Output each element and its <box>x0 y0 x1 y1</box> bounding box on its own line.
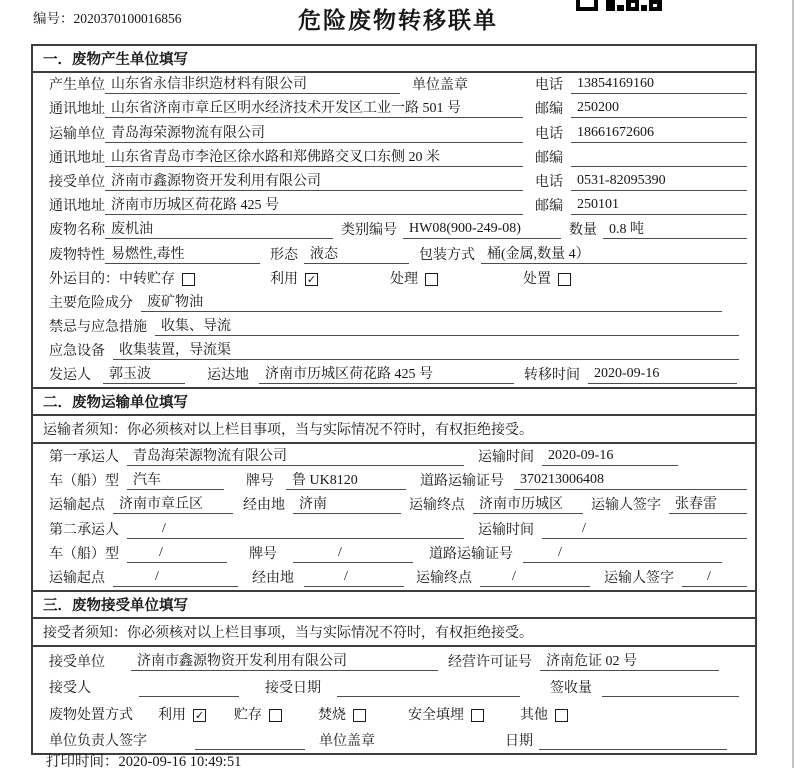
producer-field: 山东省永信非织造材料有限公司 <box>105 73 400 94</box>
receive-date-label: 接受日期 <box>265 681 321 697</box>
phone2-label: 电话 <box>535 126 563 142</box>
phone3-field: 0531-82095390 <box>571 173 747 191</box>
checkbox-transfer-storage <box>182 273 195 286</box>
taboo-row <box>33 315 755 339</box>
receive-unit-label: 接受单位 <box>49 654 105 670</box>
phone3-label: 电话 <box>535 174 563 190</box>
carrier2-row <box>33 517 755 541</box>
print-time-label: 打印时间： <box>46 754 119 770</box>
waste-trait-row <box>33 242 755 266</box>
receiver-row <box>33 170 755 194</box>
origin1-field: 济南市章丘区 <box>113 493 233 514</box>
permit-field: 济南危证 02 号 <box>540 650 719 671</box>
carrier1-label: 第一承运人 <box>49 449 119 465</box>
serial-value: 2020370100016856 <box>73 11 182 26</box>
sign1-label: 运输人签字 <box>591 498 661 514</box>
time1-field: 2020-09-16 <box>542 448 678 466</box>
checkbox-treat <box>425 273 438 286</box>
transporter-row <box>33 121 755 145</box>
trait-label: 废物特性 <box>49 247 105 263</box>
road2-field: / <box>523 545 722 563</box>
end2-label: 运输终点 <box>416 571 472 587</box>
address3-label: 通讯地址 <box>49 199 105 215</box>
sign1-field: 张春雷 <box>669 493 747 514</box>
via1-field: 济南 <box>293 493 401 514</box>
quantity-field: 0.8 吨 <box>603 218 747 239</box>
origin1-label: 运输起点 <box>49 498 105 514</box>
form-field: 液态 <box>304 243 409 264</box>
producer-address-row <box>33 97 755 121</box>
via2-label: 经由地 <box>252 571 294 587</box>
option-label: 利用 <box>158 707 186 723</box>
seal-label: 单位盖章 <box>412 78 468 94</box>
option-label: 中转贮存 <box>119 271 175 287</box>
hazard-label: 主要危险成分 <box>49 295 133 311</box>
vehicle1-label: 车（船）型 <box>49 474 119 490</box>
transporter-address-row <box>33 146 755 170</box>
vehicle2-field: / <box>127 545 227 563</box>
equipment-field: 收集装置，导流渠 <box>113 339 739 360</box>
vehicle2-row <box>33 542 755 566</box>
carrier2-field: / <box>127 521 464 539</box>
category-label: 类别编号 <box>341 223 397 239</box>
responsible-sign-label: 单位负责人签字 <box>49 734 147 750</box>
zip1-field: 250200 <box>571 100 747 118</box>
address2-label: 通讯地址 <box>49 150 105 166</box>
disposal-option-storage <box>234 704 282 724</box>
date2-label: 日期 <box>505 734 533 750</box>
receive-date-field <box>337 679 520 697</box>
transporter-field: 青岛海荣源物流有限公司 <box>105 122 523 143</box>
amount-field <box>602 679 739 697</box>
producer-row <box>33 73 755 97</box>
receiver-field: 济南市鑫源物资开发利用有限公司 <box>105 170 523 191</box>
trait-field: 易燃性,毒性 <box>105 243 260 264</box>
time2-label: 运输时间 <box>478 522 534 538</box>
option-label: 安全填埋 <box>408 707 464 723</box>
equipment-label: 应急设备 <box>49 344 105 360</box>
responsible-sign-field <box>195 732 305 750</box>
purpose-row <box>33 267 755 291</box>
receive-person-label: 接受人 <box>49 681 91 697</box>
disposal-option-incinerate <box>318 704 366 724</box>
packing-field: 桶(金属,数量 4） <box>481 243 747 264</box>
purpose-option-recycle <box>270 268 318 288</box>
section1-heading: 一．废物产生单位填写 <box>33 46 755 73</box>
via1-label: 经由地 <box>243 498 285 514</box>
receive-person-field <box>139 679 239 697</box>
disposal-option-other <box>520 704 568 724</box>
checkbox-disposal-storage <box>269 709 282 722</box>
receiver-notice: 接受者须知：你必须核对以上栏目事项，当与实际情况不符时，有权拒绝接受。 <box>33 619 755 647</box>
transfer-time-field: 2020-09-16 <box>588 366 737 384</box>
phone1-label: 电话 <box>535 78 563 94</box>
waste-name-label: 废物名称 <box>49 223 105 239</box>
address2-field: 山东省青岛市李沧区徐水路和郑佛路交叉口东侧 20 米 <box>105 146 523 167</box>
zip3-label: 邮编 <box>535 199 563 215</box>
vehicle2-label: 车（船）型 <box>49 546 119 562</box>
zip2-label: 邮编 <box>535 150 563 166</box>
serial-label: 编号： <box>33 11 74 26</box>
plate1-label: 牌号 <box>246 474 274 490</box>
receive-unit-row <box>33 647 755 674</box>
purpose-option-treat <box>390 268 438 288</box>
sign2-label: 运输人签字 <box>604 571 674 587</box>
address1-field: 山东省济南市章丘区明水经济技术开发区工业一路 501 号 <box>105 97 523 118</box>
purpose-option-transfer-storage <box>119 268 195 288</box>
checkbox-recycle: ✓ <box>306 272 317 286</box>
print-time-value: 2020-09-16 10:49:51 <box>118 754 242 770</box>
address1-label: 通讯地址 <box>49 102 105 118</box>
origin1-row <box>33 493 755 517</box>
transporter-notice: 运输者须知：你必须核对以上栏目事项，当与实际情况不符时，有权拒绝接受。 <box>33 416 755 444</box>
plate2-field: / <box>293 545 413 563</box>
receiver-address-row <box>33 194 755 218</box>
equipment-row <box>33 339 755 363</box>
option-label: 利用 <box>270 271 298 287</box>
destination-field: 济南市历城区荷花路 425 号 <box>259 363 514 384</box>
road1-label: 道路运输证号 <box>420 474 504 490</box>
permit-label: 经营许可证号 <box>448 654 532 670</box>
quantity-label: 数量 <box>569 223 597 239</box>
page-title: 危险废物转移联单 <box>298 8 498 33</box>
end1-field: 济南市历城区 <box>473 493 583 514</box>
consignor-label: 发运人 <box>49 368 91 384</box>
purpose-label: 外运目的： <box>49 271 119 287</box>
producer-label: 产生单位 <box>49 78 105 94</box>
transfer-time-label: 转移时间 <box>524 368 580 384</box>
taboo-label: 禁忌与应急措施 <box>49 320 147 336</box>
option-label: 处理 <box>390 271 418 287</box>
time1-label: 运输时间 <box>478 449 534 465</box>
option-label: 贮存 <box>234 707 262 723</box>
section2-heading: 二．废物运输单位填写 <box>33 387 755 416</box>
vehicle1-field: 汽车 <box>127 469 224 490</box>
phone2-field: 18661672606 <box>571 125 747 143</box>
waste-name-row <box>33 218 755 242</box>
purpose-option-dispose <box>523 268 571 288</box>
phone1-field: 13854169160 <box>571 76 747 94</box>
road1-field: 370213006408 <box>514 472 747 490</box>
checkbox-disposal-incinerate <box>353 709 366 722</box>
packing-label: 包装方式 <box>419 247 475 263</box>
consignor-row <box>33 363 755 387</box>
end2-field: / <box>480 569 590 587</box>
taboo-field: 收集、导流 <box>155 315 739 336</box>
disposal-label: 废物处置方式 <box>49 707 133 723</box>
unit-seal-label: 单位盖章 <box>319 734 375 750</box>
option-label: 焚烧 <box>318 707 346 723</box>
carrier1-row <box>33 444 755 468</box>
option-label: 处置 <box>523 271 551 287</box>
zip3-field: 250101 <box>571 197 747 215</box>
manifest-form <box>31 44 757 755</box>
disposal-option-landfill <box>408 704 484 724</box>
checkbox-disposal-other <box>555 709 568 722</box>
time2-field: / <box>542 521 747 539</box>
qr-code-fragment <box>576 0 666 11</box>
date2-field <box>539 732 727 750</box>
hazard-row <box>33 291 755 315</box>
via2-field: / <box>304 569 404 587</box>
option-label: 其他 <box>520 707 548 723</box>
disposal-option-recycle <box>158 704 206 724</box>
consignor-field: 郭玉波 <box>103 363 185 384</box>
serial-number <box>33 7 182 27</box>
origin2-field: / <box>113 569 238 587</box>
zip1-label: 邮编 <box>535 102 563 118</box>
hazard-field: 废矿物油 <box>141 291 722 312</box>
origin2-label: 运输起点 <box>49 571 105 587</box>
carrier2-label: 第二承运人 <box>49 522 119 538</box>
vehicle1-row <box>33 469 755 493</box>
page-edge-line <box>792 0 794 768</box>
destination-label: 运达地 <box>207 368 249 384</box>
plate2-label: 牌号 <box>249 546 277 562</box>
disposal-row <box>33 700 755 727</box>
carrier1-field: 青岛海荣源物流有限公司 <box>127 445 464 466</box>
address3-field: 济南市历城区荷花路 425 号 <box>105 194 523 215</box>
plate1-field: 鲁 UK8120 <box>286 469 406 490</box>
sign2-field: / <box>682 569 747 587</box>
section3-heading: 三．废物接受单位填写 <box>33 590 755 619</box>
road2-label: 道路运输证号 <box>429 546 513 562</box>
amount-label: 签收量 <box>550 681 592 697</box>
transporter-label: 运输单位 <box>49 126 105 142</box>
form-label: 形态 <box>270 247 298 263</box>
zip2-field <box>571 149 747 167</box>
receiver-label: 接受单位 <box>49 174 105 190</box>
receive-person-row <box>33 674 755 701</box>
checkbox-disposal-landfill <box>471 709 484 722</box>
category-field: HW08(900-249-08) <box>403 221 561 239</box>
checkbox-dispose <box>558 273 571 286</box>
checkbox-disposal-recycle: ✓ <box>194 708 205 722</box>
origin2-row <box>33 566 755 590</box>
receive-unit-field: 济南市鑫源物资开发利用有限公司 <box>131 650 438 671</box>
waste-name-field: 废机油 <box>105 218 333 239</box>
end1-label: 运输终点 <box>409 498 465 514</box>
